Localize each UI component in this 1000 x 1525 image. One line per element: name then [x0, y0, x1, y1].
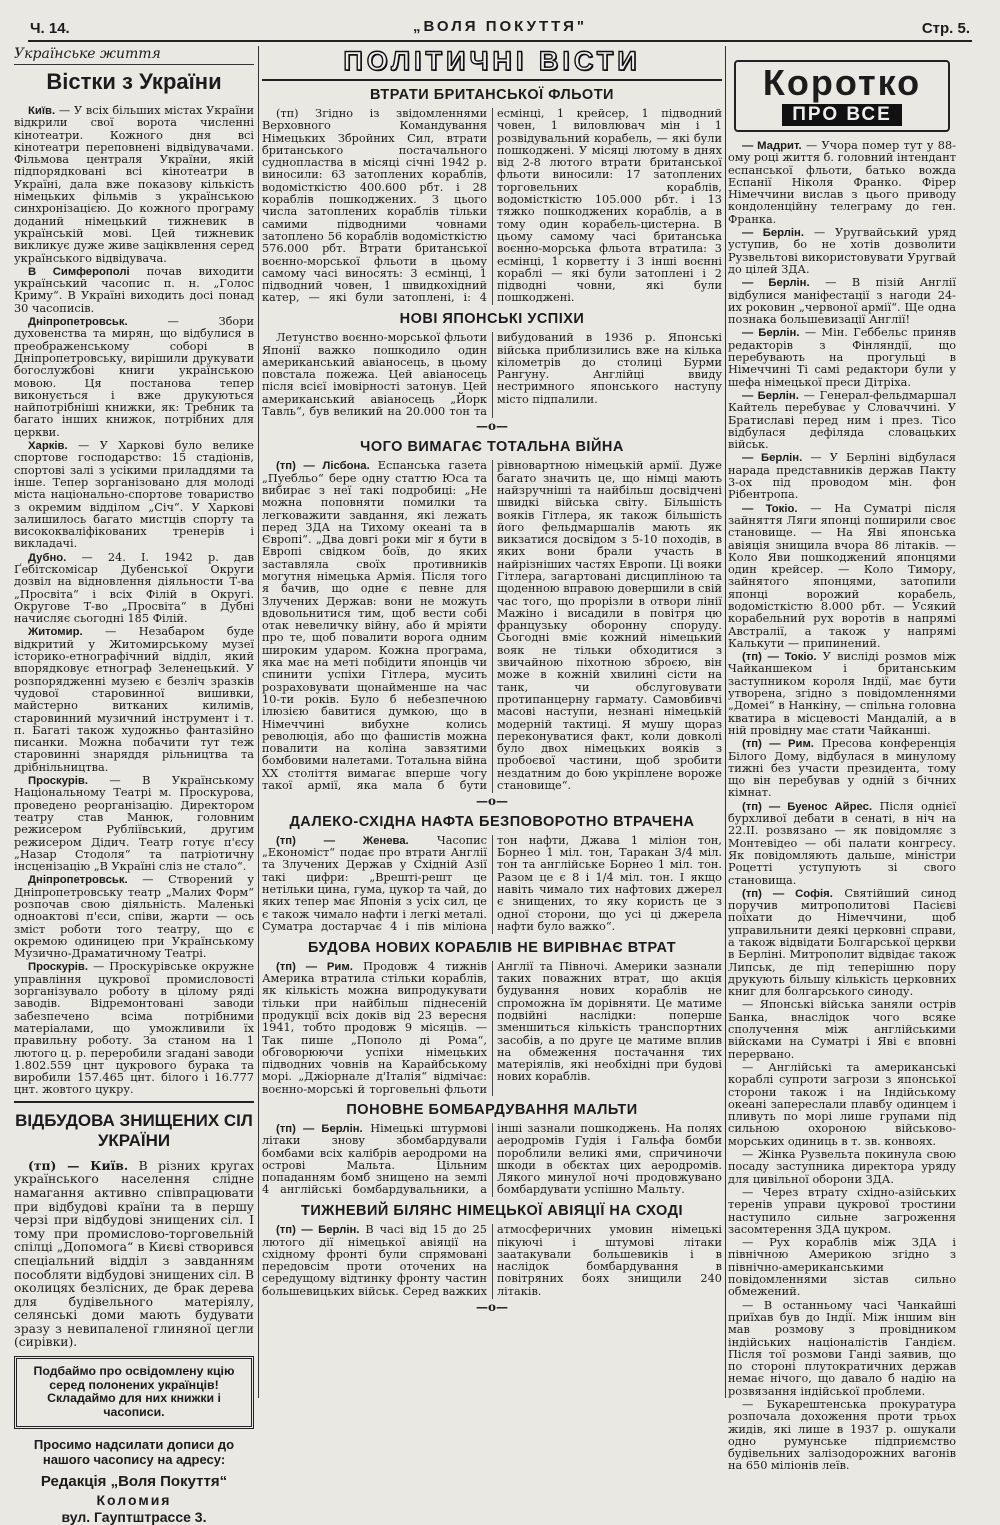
brief-item-text: Після однієї бурхливої дебати в сенаті, в ніч на 22.II. розвязано — як повідомляє з Монтевідео — обі палати конгресу. Як повідомляють дальше, міністри Роцетті уступують зі свого становища. — [728, 799, 956, 887]
article-text: (тп) — Берлін. Німецькі штурмові літаки знову збомбардували бомбами всіх калібрів аеродроми на острові Мальта. Цільним попаданням бомб знищено на землі 4 англійські бомбардувальники, а інші зазнали пошкоджень. На полях аеродромів Гудія і Гальфа бомби пороблили великі ями, спричиночи шкоди в обєктах цих аеродромів. Лякого минулої ночі продовжувано бомбардувати успішно Мальту. — [262, 1121, 722, 1197]
address-city: Коломия — [96, 1492, 172, 1509]
article-title: ВТРАТИ БРИТАНСЬКОЇ ФЛЬОТИ — [370, 87, 614, 103]
brief-item — [728, 1062, 956, 1148]
brief-item — [728, 327, 956, 388]
article-text: (тп) — Лісбона. Еспанська газета „Пуебльо“ бере одну статтю Юса та вибирає з неї такі подробиці: „Не можна поповняти помилки та легковажити завдання, які лежать перед ЗДА на Тихому океані та в Європі“. „Два довгі роки міг я бути в Европі свідком боїв, до яких заставляла своїх противників могутня німецька Армія. Після того я бачив, що одне є певне для Злучених Держав: вони не можуть вдовольнитися тим, щоб вести собі отак невеличку війну, або й мріяти про те, щоб повалити ворога одним широким ударом. Кожна програма, яка має на меті побідити японців чи спинити успіхи Гітлера, мусить розраховувати щонайменше на час 10-ти років. Було б небезпечною ілюзією бавитися думкою, що в Німеччині вибухне колись революція, або що фашистів можна повалити на коліна завзятими бомбовими налетами. Тотальна війна XX століття вимагає вперше чогу такої армії, яка мала б бути рівновартною німецькій армії. Дуже багато значить це, що німці мають найзручніші та найбільш досвідчені швидкі війська світу. Більшість вояків Гітлера, як також більшість його фельдмаршалів мають як викзатися досвідом з 5-10 походів, в яких вони брали участь в найрізніших частях Европи. Ці вояки Гітлера, загартовані дисципліною та щоденною вправою довершили в свій час того, що прорізли в отвори лінії Мажіно і висадили в повітря цю французьку оборонну споруду. Сьогодні вміє кожний німецький вояк не тільки обходитися з звичайною піхотною зброєю, він може в кожній хвилині сісти на танк, чи обслуговувати протипанцерну гармату. Самовбивчі масові наступи, незнані німецькій модерній тактиці. Я мушу щораз переконуватися факт, коли довколі було двох німецьких вояків з пробоєвої частини, щоб зробити нездатним до бою укріплене вороже становище“. — [262, 459, 722, 793]
dateline: (тп) — Рим. — [742, 738, 814, 751]
brief-item — [728, 277, 956, 326]
appeal-box — [14, 1356, 254, 1429]
address-street: вул. Гауптштрассе 3. — [61, 1509, 207, 1525]
dateline: — Мадрит. — [742, 140, 802, 152]
article-title: БУДОВА НОВИХ КОРАБЛІВ НЕ ВИРІВНАЄ ВТРАТ — [307, 939, 677, 956]
news-item — [14, 440, 254, 551]
dateline: (тп) — Женева. — [276, 834, 409, 847]
brief-item-text: — Японські війська заняли острів Банка, внаслідок чого всяке сполучення між англійськими війсками на Суматрі і Яві є вповні перервано. — [728, 998, 956, 1061]
dateline: (тп) — Берлін. — [276, 1122, 363, 1135]
news-item — [14, 961, 254, 1096]
news-item-text: — У всіх більших містах України відкрили свої ворота численні кінотеатри. Кожного дня всі кінотеатри переповнені відвідувачами. Фільмова централя України, якій підпорядковані всі кінотеатри в Україні, дала вже показову кількість німецьких фільмів з українською синхронізацією. До кожного програму доданий німецький тижневик в українській мові. Цей тижневик викликує дуже живе заціквлення серед українського відвідувача. — [14, 104, 254, 265]
dateline: — Берлін. — [742, 327, 800, 340]
brief-item — [728, 1300, 956, 1398]
article-body — [262, 1224, 722, 1298]
article-body — [262, 1123, 722, 1197]
brief-item — [728, 140, 956, 226]
dateline: Дніпропетровськ. — [28, 316, 128, 329]
brief-item-text: — Рух кораблів між ЗДА і північною Америкою згідно з північно-американськими повідомленнями зістав сильно обмежений. — [728, 1236, 956, 1299]
separator: —о— — [475, 1299, 508, 1314]
column-rule — [258, 46, 259, 1398]
divider — [14, 1101, 254, 1103]
briefs-list — [728, 140, 956, 1473]
article-title: ДАЛЕКО-СХІДНА НАФТА БЕЗПОВОРОТНО ВТРАЧЕНА — [289, 813, 695, 830]
brief-item — [728, 801, 956, 887]
brief-item — [728, 390, 956, 451]
dateline: Дубно. — [28, 551, 67, 564]
brief-item-text: У висліді розмов між Чайканшеком і британським заступником короля Індії, має бути утворена, згідно з повідомленнями „Домеі“ в Нанкіну, — спільна головна кватира в місцевості Мандалій, а в ній провідну має стати Чайканші. — [728, 650, 956, 737]
dateline: (тп) — Київ. — [28, 1157, 129, 1173]
briefly-logo — [734, 60, 950, 132]
article-body — [262, 961, 722, 1096]
article-body — [262, 835, 722, 934]
address-editorial: Редакція „Воля Покуття“ — [40, 1473, 228, 1491]
article-body — [262, 332, 722, 418]
news-item-text: — 24. I. 1942 р. дав Ґебітскомісар Дубенської Округи дозвіл на відновлення діяльности Т-ва „Просвіта“ і всіх Філій в Округі. Округове Т-во „Просвіта“ в Дубні начисляє сьогодні 185 Філій. — [14, 550, 254, 626]
dateline: Проскурів. — [28, 961, 88, 974]
brief-item-text: — Учора помер тут у 88-ому році життя б. головний інтендант еспанської фльоти, батько вожда Еспанії Ніколя Франко. Фірер Німеччини вислав з цього приводу кондоленційну телеграму до ген. Франка. — [728, 139, 957, 226]
appeal-text: Подбаймо про освідомлену кцію серед полонених українців! Складаймо для них книжки і часописи. — [33, 1364, 235, 1419]
dateline: — Токіо. — [742, 502, 798, 515]
briefly-word: Коротко — [762, 62, 922, 103]
news-item — [14, 266, 254, 315]
news-item — [14, 626, 254, 774]
news-item — [14, 552, 254, 626]
brief-item — [728, 227, 956, 276]
rebuild-title: ВІДБУДОВА ЗНИЩЕНИХ СІЛ УКРАЇНИ — [15, 1110, 253, 1150]
brief-item — [728, 888, 956, 999]
right-column — [728, 46, 957, 1473]
article-title: ЧОГО ВИМАГАЄ ТОТАЛЬНА ВІЙНА — [360, 439, 624, 456]
editorial-address — [14, 1437, 254, 1525]
brief-item-text: — В останньому часі Чанкайші приїхав був до Індії. Між іншим він мав розмову з провідником індійських націоналістів Гандієм. Після тої розмови Ганді заявив, що по стороні плутократичних держав немає нічого, що давало б надію на розвязання індійської проблеми. — [728, 1298, 956, 1398]
dateline: (тп) — Рим. — [276, 960, 353, 973]
brief-item-text: — Через втрату східно-азійських теренів управи цукрової тростини наступило сильне загроження засомтерення ЗДА цукром. — [728, 1185, 956, 1236]
article-body — [262, 108, 722, 305]
political-news-masthead: ПОЛІТИЧНІ ВІСТИ — [262, 46, 722, 81]
dateline: Проскурів. — [28, 775, 88, 788]
brief-item-text: — В пізій Англії відбулися маніфестації з нагоди 24-их роковин „червоної армії“. Ще одна познака большевизації Англії! — [728, 276, 956, 327]
news-item-text: — Створений у Дніпропетровську театр „Малих Форм“ розпочав свою діяльність. Маленькі одноактові п'єси, співи, жарти — ось зміст роботи того театру, що є окремою одиницею при Українському Музично-Драматичному Театрі. — [14, 873, 254, 961]
dateline: Київ. — [28, 105, 56, 117]
news-item-text: почав виходити український часопис п. н. „Голос Криму“. В Україні виходить досі понад 30 часописів. — [14, 264, 254, 315]
brief-item-text: — У Берліні відбулася нарада представників держав Пакту 3-ох під проводом мін. фон Рібентропа. — [728, 451, 957, 502]
issue-number: Ч. 14. — [30, 20, 70, 37]
dateline: В Симферополі — [28, 265, 130, 278]
article-title: ТИЖНЕВИЙ БІЛЯНС НІМЕЦЬКОЇ АВІЯЦІЇ НА СХОДІ — [301, 1203, 683, 1220]
column-rule — [725, 46, 726, 1398]
rebuild-text: (тп) — Київ. В різних кругах українського населення слідне намагання активно співпрацювати при відбудові країни та в першу черзі при відбудові знищених сіл. І тому при промислово-торговельній спілці „Допомога“ в Києві створився спеціальний відділ з завданням пособляти відбудові знищених сіл. В околицях безлісних, де брак дерева для будівельного матеріялу, селянські доми мають будувати зразу з невипаленої глиняної цегли (сирівки). — [14, 1157, 254, 1350]
article-title: ПОНОВНЕ БОМБАРДУВАННЯ МАЛЬТИ — [346, 1101, 638, 1118]
separator: —о— — [475, 793, 508, 808]
news-item — [14, 775, 254, 873]
rubric: Українське життя — [14, 46, 254, 65]
article-text: (тп) Згідно із звідомленнями Верховного Командування Німецьких Збройних Сил, втрати британського постачального суднопластва в місяці січні 1942 р. виносили: 63 затоплених кораблів, водомісткістю 400.600 рбт. і 28 кораблів пошкоджених. З цього числа затоплених кораблів тільки самими підводними човнами затоплено 56 кораблів водомісткістю 576.000 рбт. Втрати британської воєнно-морської фльоти в цьому самому часі виносять: 3 есмінці, 1 підводний човен, 1 швидкохідний катер, — які були затоплені, і: 4 есмінці, 1 крейсер, 1 підводний човен, 1 виловлювач мін і 1 розвідувальний корабель, — які були пошкоджені. У місяці лютому в днях від 2-8 лютого втрати британської фльоти виносили: 17 затоплених торговельних кораблів, водомісткістю 105.000 рбт. і 13 тяжко пошкоджених кораблів, а в тому один корабель-цистерна. В цьому самому часі британська воєнно-морська фльота втратила: 3 есмінці, 1 корветту і 3 інші воєнні кораблі — які були затоплені і 2 підводні човни, які були пошкоджені. — [262, 107, 722, 305]
dateline: — Берлін. — [742, 277, 810, 290]
news-item — [14, 874, 254, 960]
dateline: (тп) — Токіо. — [742, 651, 817, 664]
brief-item — [728, 1149, 956, 1186]
article-text: Летунство воєнно-морської фльоти Японії важко пошкодило один американський авіаносець, в цьому повстала пожежа. Цей авіаносець після всієї імовірності затонув. Цей американський авіаносець „Йорк Тавль“, був великий на 20.000 тон та вибудований в 1936 р. Японські війська приблизились вже на кілька кілометрів до столиці Бурми Рангуну. Англійці ввиду нестримного японського наступу місто підпалили. — [262, 331, 722, 419]
news-item-text: — Проскурівське окружне управління цукрової промисловості зорганізувало роботу в цілому ряді заводів. Відремонтовані заводи забезпечено всіма потрібними матеріалами, що уможливили їх правильну роботу. За станом на 1 лютого ц. р. переробили згадані заводи 1.802.559 цнт цукрового бурака та виробили 157.465 цнт. білого і 16.777 цнт. жовтого цукру. — [14, 960, 254, 1097]
article-text: (тп) — Берлін. В часі від 15 до 25 лютого дії німецької авіяції на східному фронті були спрямовані передовсім проти оточених на середущому відтинку фронту частин большевицьких військ. Серед важких атмосферичних умовин німецькі пікуючі і штумові літаки заатакували большевиків і в наслідок бомбардування в повітряних боях знищили 240 літаків. — [262, 1223, 722, 1298]
article-text: (тп) — Рим. Продовж 4 тижнів Америка втратила стільки кораблів, як кількість можна випродукувати тільки при найбільш піднесеній продукції всіх доків від 23 вересня 1941, тобто продовж 9 місяців. — Так пише „Пополо ді Рома“, обговорюючи успіхи німецьких підводних човнів на Карайбському морі. „Джіорнале д'Італія“ відмічає: воєнно-морські й торговельні фльоти Англії та Півночі. Америки зазнали таких поважних втрат, що акція будування нових кораблів не спроможна їм дорівняти. Це матиме подвійні наслідки: поперше зменшиться кількість транспортних засобів, а по друге це матиме вплив на обмеження постачання тих матеріялів, які необхідні при будові нових кораблів. — [262, 959, 722, 1096]
newspaper-name: „ВОЛЯ ПОКУТТЯ" — [412, 18, 588, 35]
dateline: — Берлін. — [742, 227, 804, 240]
article-body — [262, 460, 722, 793]
brief-item — [728, 999, 956, 1060]
page-number: Стр. 5. — [921, 20, 970, 37]
brief-item-text: Святійший синод поручив митрополитові Пасієві поїхати до Німеччини, щоб управильнити деякі церковні справи, а також відвідати Болгарської церкви в Берліні. Митрополит відвідає також Липськ, де під теперішню пору друкують більшу кількість церковних книг для болгарського синоду. — [728, 886, 956, 999]
news-item-text: — Збори духовенства та мирян, що відбулися в преображенському соборі в Дніпропетровську, вирішили друкувати богослужбові книги українською мовою. Ця постанова тепер виконується і вже друкуються найпотрібніші книжки, як: Требник та багато інших книжок, потрібних для церкви. — [14, 315, 254, 439]
news-item — [14, 316, 254, 439]
brief-item — [728, 503, 956, 651]
brief-item-text: — Англійські та американські кораблі супроти загрози з японської сторони також і на Індійському океані запереслали плавбу одинцем і пливуть по морі лише групами під сильною охороною військово-морських одиниць в т. зв. конвоях. — [728, 1060, 956, 1148]
dateline: Дніпропетровськ. — [28, 874, 128, 887]
brief-item — [728, 452, 956, 501]
brief-item — [728, 1237, 956, 1298]
brief-item — [728, 651, 956, 737]
ukraine-news-title: Вістки з України — [46, 69, 222, 94]
ukraine-news-items — [14, 105, 254, 1097]
article-title: НОВІ ЯПОНСЬКІ УСПІХИ — [399, 311, 585, 328]
news-item — [14, 105, 254, 265]
brief-item — [728, 738, 956, 799]
brief-item-text: Пресова конференція Білого Дому, відбулася в минулому тижні без участи президента, тому що він перебував у одній з бічних кімнат. — [728, 737, 956, 800]
brief-item-text: — Уругвайський уряд уступив, бо не хотів дозволити Рузвельтові використовувати Уругвай до цілей ЗДА. — [728, 226, 956, 276]
article-text: (тп) — Женева. Часопис „Економіст“ подає про втрати Англії та Злучених Держав у Східній Азії такі цифри: „Врешті-решт це нетільки цина, гума, цукор та чай, до яких тепер має Японія з усіх сил, це є також чимало нафти і легкі металі. Суматра достарчає 4 і пів міліона тон нафти, Джава 1 міліон тон, Борнео 1 міл. тон, Таракан 3/4 міл. тон та англійське Борнео 1 міл. тон. Разом це є 8 і 1/4 міл. тон. І якщо навіть чимало тих нафтових джерел є знищених, то яку користь це з одної сторони, що усі ці джерела нафти було важко“. — [262, 833, 722, 933]
dateline: Житомир. — [28, 626, 83, 639]
about-all-word: ПРО ВСЕ — [782, 104, 902, 126]
left-column — [14, 46, 254, 1525]
brief-item — [728, 1399, 956, 1473]
news-item-text: — Незабаром буде відкритий у Житомирському музеї історико-етнографічний відділ, який впорядковує етнограф Зеленецький. У розпорядженні музею є безліч зразків чудової старовинної вишивки, майстерно витканих килимів, старовинний музичний інструмент і т. п. Багаті також художньо фантазійно писанки. Можна побачити тут теж старовинні знаряддя рільництва та дрібнільництва. — [14, 625, 254, 774]
dateline: (тп) — Буенос Айрес. — [742, 800, 873, 813]
dateline: (тп) — Софія. — [742, 887, 833, 900]
dateline: (тп) — Берлін. — [276, 1224, 360, 1237]
brief-item-text: — Жінка Рузвельта покинула свою посаду заступника директора уряду для цивільної оборони ЗДА. — [728, 1148, 956, 1186]
brief-item — [728, 1187, 956, 1236]
brief-item-text: — На Суматрі після зайняття Ляги японці поширили своє становище. — На Яві японська авіяція знищила вчора 86 літаків. — Коло Яви пошкоджений японцями один крейсер. — Коло Тимору, зайнятого японцями, затопили японці ворожий корабель, водомісткістю 8.000 рбт. — Усякий корабельний рух воротів в напрямі Австралії, а також у напрямі Калькути — припинений. — [728, 501, 956, 650]
dateline: Харків. — [28, 440, 68, 453]
news-item-text: — У Харкові було велике спортове господарство: 15 стадіонів, спортові залі з усікими приладдями та інше. Тепер зорганізовано для молоді міста національно-спортове товариство з окремим відділом „Січ“. У Харкові залишилось багато мистців спорту та висококваліфікованих тренерів і викладачі. — [14, 439, 254, 551]
dateline: — Берлін. — [742, 452, 803, 465]
dateline: — Берлін. — [742, 389, 799, 402]
address-intro: Просимо надсилати дописи до нашого часопису на адресу: — [33, 1437, 235, 1468]
brief-item-text: — Букарештенська прокуратура розпочала дохоження проти трьох жидів, які лише в 1937 р. ошукали одно румунське підприємство будівельних залізодорожних вагонів на 650 міліонів леїв. — [728, 1397, 956, 1473]
brief-item-text: — Мін. Геббельс приняв редакторів з Фінляндії, що перебувають на прогульці в Німеччині Ті самі редактори були у шефа німецької преси Дітріха. — [728, 326, 957, 389]
separator: —о— — [475, 419, 508, 434]
middle-column — [262, 46, 722, 1402]
page-header — [28, 18, 972, 42]
brief-item-text: — Генерал-фельдмаршал Кайтель перебуває у Словаччині. У Братиславі перед ним і през. Тісо відбулася дефіляда словацьких військ. — [728, 388, 956, 452]
dateline: (тп) — Лісбона. — [276, 460, 370, 473]
news-item-text: — В Українському Національному Театрі м. Проскурова, проведено реорганізацію. Директором театру став Манюк, головним режисером Рубліївський, другим режисером Дідич. Театр готує п'єсу „Назар Стодоля“ та патріотичну інсценізацію „В Україні сліз не стало“. — [14, 774, 254, 874]
